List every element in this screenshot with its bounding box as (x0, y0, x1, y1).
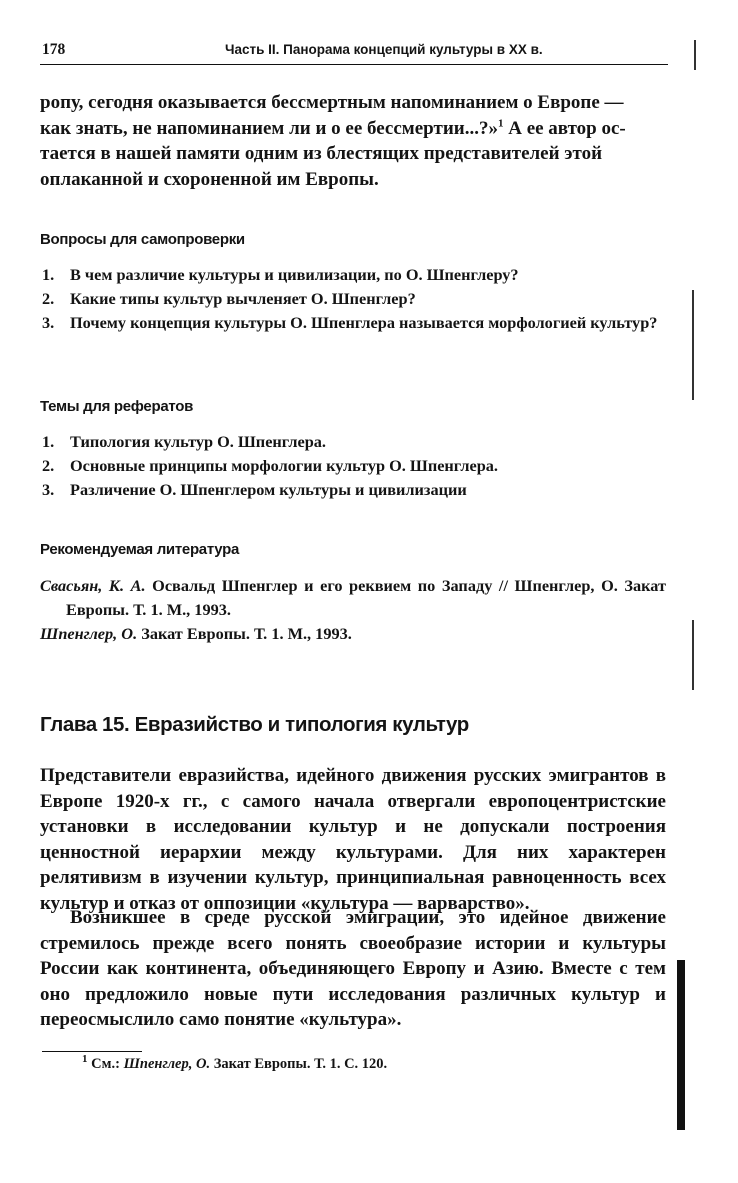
question-number: 1. (42, 265, 55, 284)
footnote-marker: 1 (82, 1053, 88, 1066)
essay-number: 2. (42, 456, 55, 475)
chapter-paragraph-2: Возникшее в среде русской эмиграции, это идейное движение стремилось прежде всего понять своеобразие истории и культуры России как континента, объединяющего Европу и Азию. Вместе с тем оно предложило новые пути исследования различных культур и переосмыслило само понятие «культура». (40, 907, 666, 1030)
cont-line-2 (40, 116, 666, 142)
continuation-paragraph (40, 90, 666, 192)
footnote (82, 1053, 388, 1073)
literature-item (40, 574, 666, 622)
footnote-rule (42, 1051, 142, 1052)
scan-edge-mark (692, 290, 694, 400)
essay-number: 1. (42, 432, 55, 451)
essays-list (40, 430, 666, 502)
running-head (40, 36, 668, 65)
question-number: 3. (42, 313, 55, 332)
chapter-paragraph-1: Представители евразийства, идейного движения русских эмигрантов в Европе 1920-х гг., с самого начала отвергали европоцентристские установки в исследовании культур и не допускали построения ценностной иерархии между культурами. Для них характерен релятивизм в изучении культур, принципиальная равноценность всех культур и отказ от оппозиции «культура — варварство». (40, 765, 666, 914)
literature-author: Свасьян, К. А. (40, 576, 146, 595)
cont-line-4: оплаканной и схороненной им Европы. (40, 168, 379, 190)
essay-text: Различение О. Шпенглером культуры и цивилизации (70, 480, 467, 499)
question-item (40, 263, 666, 287)
footnote-text: Закат Европы. Т. 1. С. 120. (213, 1056, 388, 1072)
essay-item (40, 478, 666, 502)
literature-item (40, 622, 666, 646)
literature-heading: Рекомендуемая литература (40, 541, 240, 558)
chapter-title: Глава 15. Евразийство и типология культур (40, 713, 469, 736)
footnote-prefix: См.: (91, 1056, 120, 1072)
cont-line-3: тается в нашей памяти одним из блестящих представителей этой (40, 143, 603, 164)
questions-list (40, 263, 666, 335)
question-text: Какие типы культур вычленяет О. Шпенглер? (70, 289, 416, 308)
essay-item (40, 430, 666, 454)
essay-item (40, 454, 666, 478)
question-text: В чем различие культуры и цивилизации, по О. Шпенглеру? (70, 265, 519, 284)
page-number: 178 (42, 41, 66, 58)
essay-number: 3. (42, 480, 55, 499)
cont-line-2-text: как знать, не напоминанием ли и о ее бессмертии...?» (40, 117, 498, 139)
essay-text: Типология культур О. Шпенглера. (70, 432, 326, 451)
footnote-author: Шпенглер, О. (123, 1056, 211, 1072)
scan-edge-shadow (677, 960, 685, 1130)
essays-heading: Темы для рефератов (40, 398, 194, 415)
literature-text: Освальд Шпенглер и его реквием по Западу // Шпенглер, О. Закат Европы. Т. 1. М., 1993. (66, 576, 666, 619)
literature-list (40, 574, 666, 646)
book-page (40, 36, 668, 1072)
scan-edge-mark (692, 620, 694, 690)
essay-text: Основные принципы морфологии культур О. Шпенглера. (70, 456, 498, 475)
question-text: Почему концепция культуры О. Шпенглера называется морфологией культур? (70, 313, 658, 332)
cont-line-2-tail: А ее автор ос- (503, 117, 626, 139)
literature-text: Закат Европы. Т. 1. М., 1993. (141, 624, 352, 643)
scan-edge-mark (694, 40, 696, 70)
question-number: 2. (42, 289, 55, 308)
question-item (40, 287, 666, 311)
footnote-ref: 1 (497, 117, 504, 130)
literature-author: Шпенглер, О. (40, 624, 138, 643)
cont-line-1: ропу, сегодня оказывается бессмертным напоминанием о Европе — (40, 92, 624, 113)
question-item (40, 311, 666, 335)
running-title: Часть II. Панорама концепций культуры в XX в. (225, 42, 543, 57)
questions-heading: Вопросы для самопроверки (40, 231, 245, 248)
